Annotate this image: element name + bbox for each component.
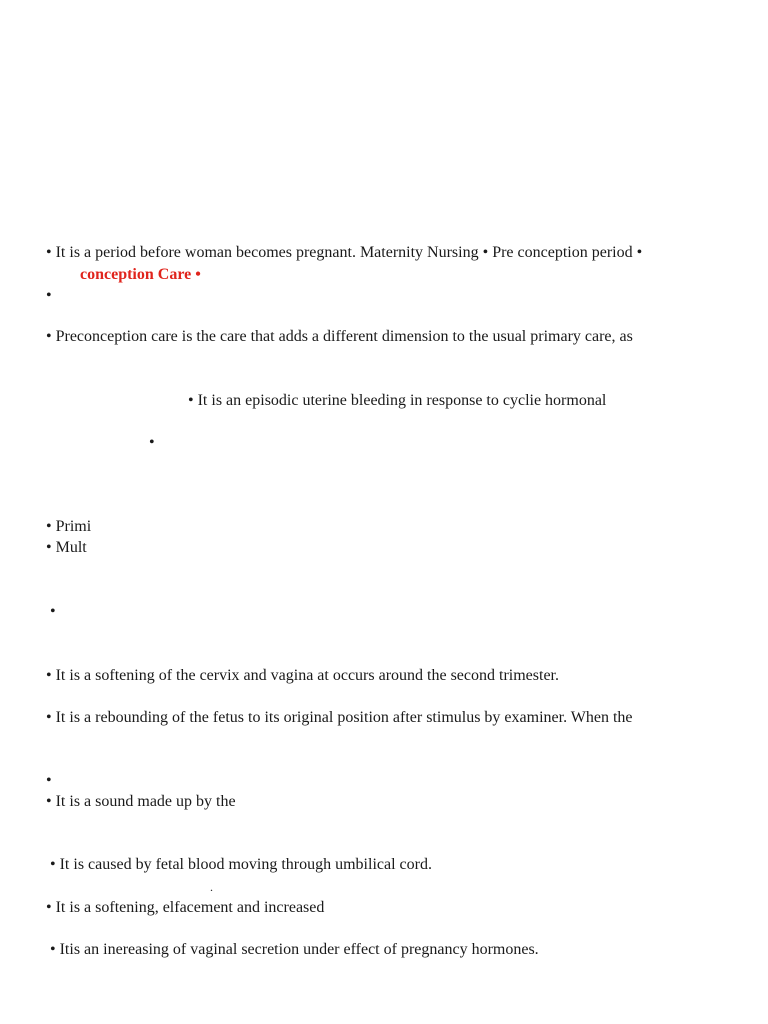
text-line: • It is a softening, elfacement and increased <box>46 899 325 916</box>
bullet: • <box>50 603 56 620</box>
text-line: • It is an episodic uterine bleeding in response to cyclie hormonal <box>188 392 607 409</box>
bullet: • <box>149 434 155 451</box>
text-line: • It is a period before woman becomes pregnant. Maternity Nursing • Pre conception period • <box>46 244 643 261</box>
text-line: • It is caused by fetal blood moving through umbilical cord. <box>50 856 432 873</box>
bullet: • <box>46 772 52 789</box>
text-line: • Primi <box>46 518 92 535</box>
bullet: • <box>46 287 52 304</box>
dot-mark: . <box>210 880 213 894</box>
heading-conception-care: conception Care • <box>80 266 201 283</box>
text-line: • It is a rebounding of the fetus to its original position after stimulus by examiner. When the <box>46 709 633 726</box>
text-line: • It is a sound made up by the <box>46 793 236 810</box>
text-line: • Preconception care is the care that adds a different dimension to the usual primary care, as <box>46 328 633 345</box>
text-line: • Itis an inereasing of vaginal secretion under effect of pregnancy hormones. <box>50 941 539 958</box>
text-line: • Mult <box>46 539 87 556</box>
text-line: • It is a softening of the cervix and vagina at occurs around the second trimester. <box>46 667 559 684</box>
